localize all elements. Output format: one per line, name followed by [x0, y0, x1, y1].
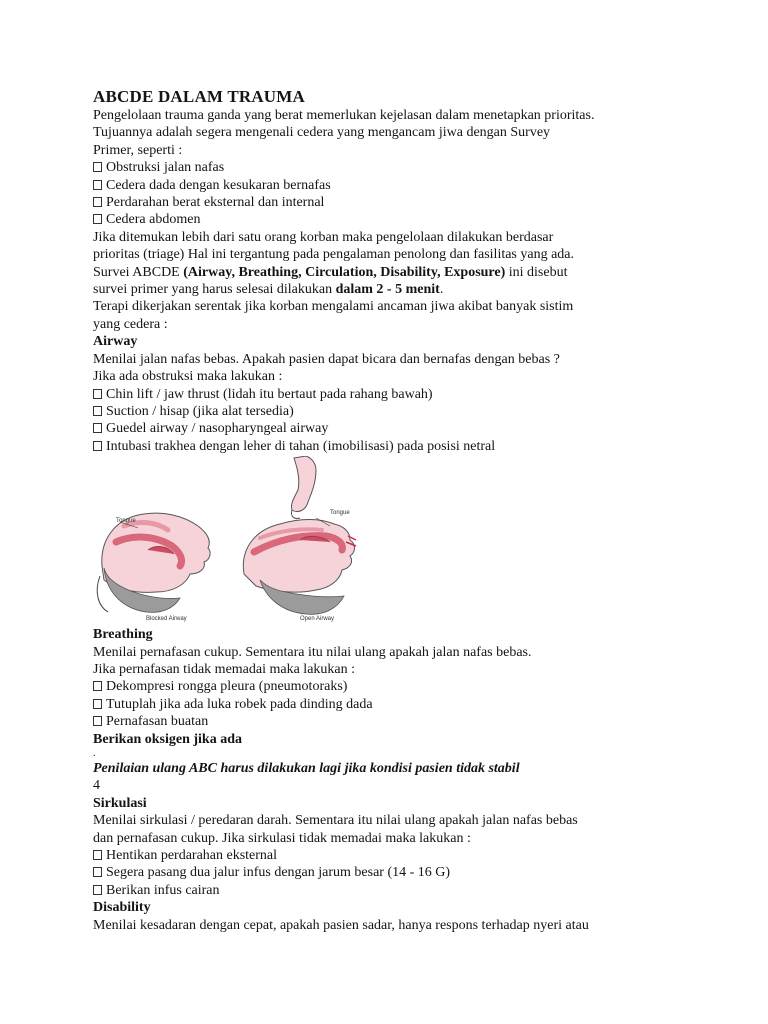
therapy-line-1: Terapi dikerjakan serentak jika korban mengalami ancaman jiwa akibat banyak sistim [93, 299, 574, 315]
therapy-line-2: yang cedera : [93, 316, 168, 332]
intro-line-1: Pengelolaan trauma ganda yang berat memerlukan kejelasan dalam menetapkan prioritas. [93, 108, 595, 123]
checkbox-glyph-icon [93, 867, 102, 877]
intro-line-2: Tujuannya adalah segera mengenali cedera yang mengancam jiwa dengan Survey [93, 125, 551, 141]
checkbox-glyph-icon [93, 406, 102, 416]
list-item: Chin lift / jaw thrust (lidah itu bertaut pada rahang bawah) [93, 386, 753, 403]
tongue-label-right: Tongue [330, 510, 350, 517]
checkbox-glyph-icon [93, 423, 102, 433]
airway-line-2: Jika ada obstruksi maka lakukan : [93, 369, 283, 385]
airway-line-1: Menilai jalan nafas bebas. Apakah pasien dapat bicara dan bernafas dengan bebas ? [93, 351, 560, 367]
blocked-airway-head [97, 513, 210, 622]
airway-illustration [93, 456, 753, 626]
list-item: Hentikan perdarahan eksternal [93, 847, 753, 864]
document-title: ABCDE DALAM TRAUMA [93, 87, 306, 106]
checkbox-glyph-icon [93, 214, 102, 224]
blocked-airway-caption: Blocked Airway [146, 616, 187, 623]
circulation-line-1: Menilai sirkulasi / peredaran darah. Sementara itu nilai ulang apakah jalan nafas bebas [93, 813, 578, 829]
list-item: Intubasi trakhea dengan leher di tahan (imobilisasi) pada posisi netral [93, 438, 753, 455]
checkbox-glyph-icon [93, 699, 102, 709]
list-item: Perdarahan berat eksternal dan internal [93, 194, 753, 211]
list-item: Obstruksi jalan nafas [93, 159, 753, 176]
breathing-heading: Breathing [93, 627, 153, 643]
checkbox-glyph-icon [93, 850, 102, 860]
checkbox-glyph-icon [93, 162, 102, 172]
reassess-line: Penilaian ulang ABC harus dilakukan lagi jika kondisi pasien tidak stabil [93, 760, 520, 776]
list-item: Cedera dada dengan kesukaran bernafas [93, 177, 753, 194]
airway-heading: Airway [93, 334, 138, 350]
open-airway-caption: Open Airway [300, 616, 335, 623]
list-item: Guedel airway / nasopharyngeal airway [93, 420, 753, 437]
breathing-line-1: Menilai pernafasan cukup. Sementara itu nilai ulang apakah jalan nafas bebas. [93, 644, 532, 660]
checkbox-glyph-icon [93, 681, 102, 691]
list-item: Segera pasang dua jalur infus dengan jarum besar (14 - 16 G) [93, 864, 753, 881]
tongue-label-left: Tongue [116, 518, 136, 525]
triage-line-1: Jika ditemukan lebih dari satu orang korban maka pengelolaan dilakukan berdasar [93, 229, 554, 245]
disability-line-1: Menilai kesadaran dengan cepat, apakah pasien sadar, hanya respons terhadap nyeri atau [93, 917, 589, 933]
breathing-line-2: Jika pernafasan tidak memadai maka lakukan : [93, 661, 356, 677]
abcde-line-2: survei primer yang harus selesai dilakukan dalam 2 - 5 menit. [93, 282, 444, 298]
oxygen-line: Berikan oksigen jika ada [93, 731, 242, 747]
stray-dot: . [93, 747, 96, 759]
list-item: Pernafasan buatan [93, 713, 753, 730]
list-item: Suction / hisap (jika alat tersedia) [93, 403, 753, 420]
intro-line-3: Primer, seperti : [93, 142, 183, 158]
airway-figure-svg [94, 456, 374, 626]
checkbox-glyph-icon [93, 389, 102, 399]
list-item: Dekompresi rongga pleura (pneumotoraks) [93, 678, 753, 695]
open-airway-head [243, 456, 356, 622]
disability-heading: Disability [93, 900, 151, 916]
triage-line-2: prioritas (triage) Hal ini tergantung pada pengalaman penolong dan fasilitas yang ada. [93, 247, 575, 263]
checkbox-glyph-icon [93, 885, 102, 895]
circulation-heading: Sirkulasi [93, 795, 147, 811]
page-number: 4 [93, 778, 100, 794]
checkbox-glyph-icon [93, 197, 102, 207]
checkbox-glyph-icon [93, 716, 102, 726]
list-item: Cedera abdomen [93, 211, 753, 228]
abcde-line-1: Survei ABCDE (Airway, Breathing, Circulation, Disability, Exposure) ini disebut [93, 264, 568, 280]
document-page [93, 87, 753, 934]
checkbox-glyph-icon [93, 441, 102, 451]
checkbox-glyph-icon [93, 180, 102, 190]
list-item: Berikan infus cairan [93, 882, 753, 899]
circulation-line-2: dan pernafasan cukup. Jika sirkulasi tidak memadai maka lakukan : [93, 830, 471, 846]
list-item: Tutuplah jika ada luka robek pada dinding dada [93, 696, 753, 713]
